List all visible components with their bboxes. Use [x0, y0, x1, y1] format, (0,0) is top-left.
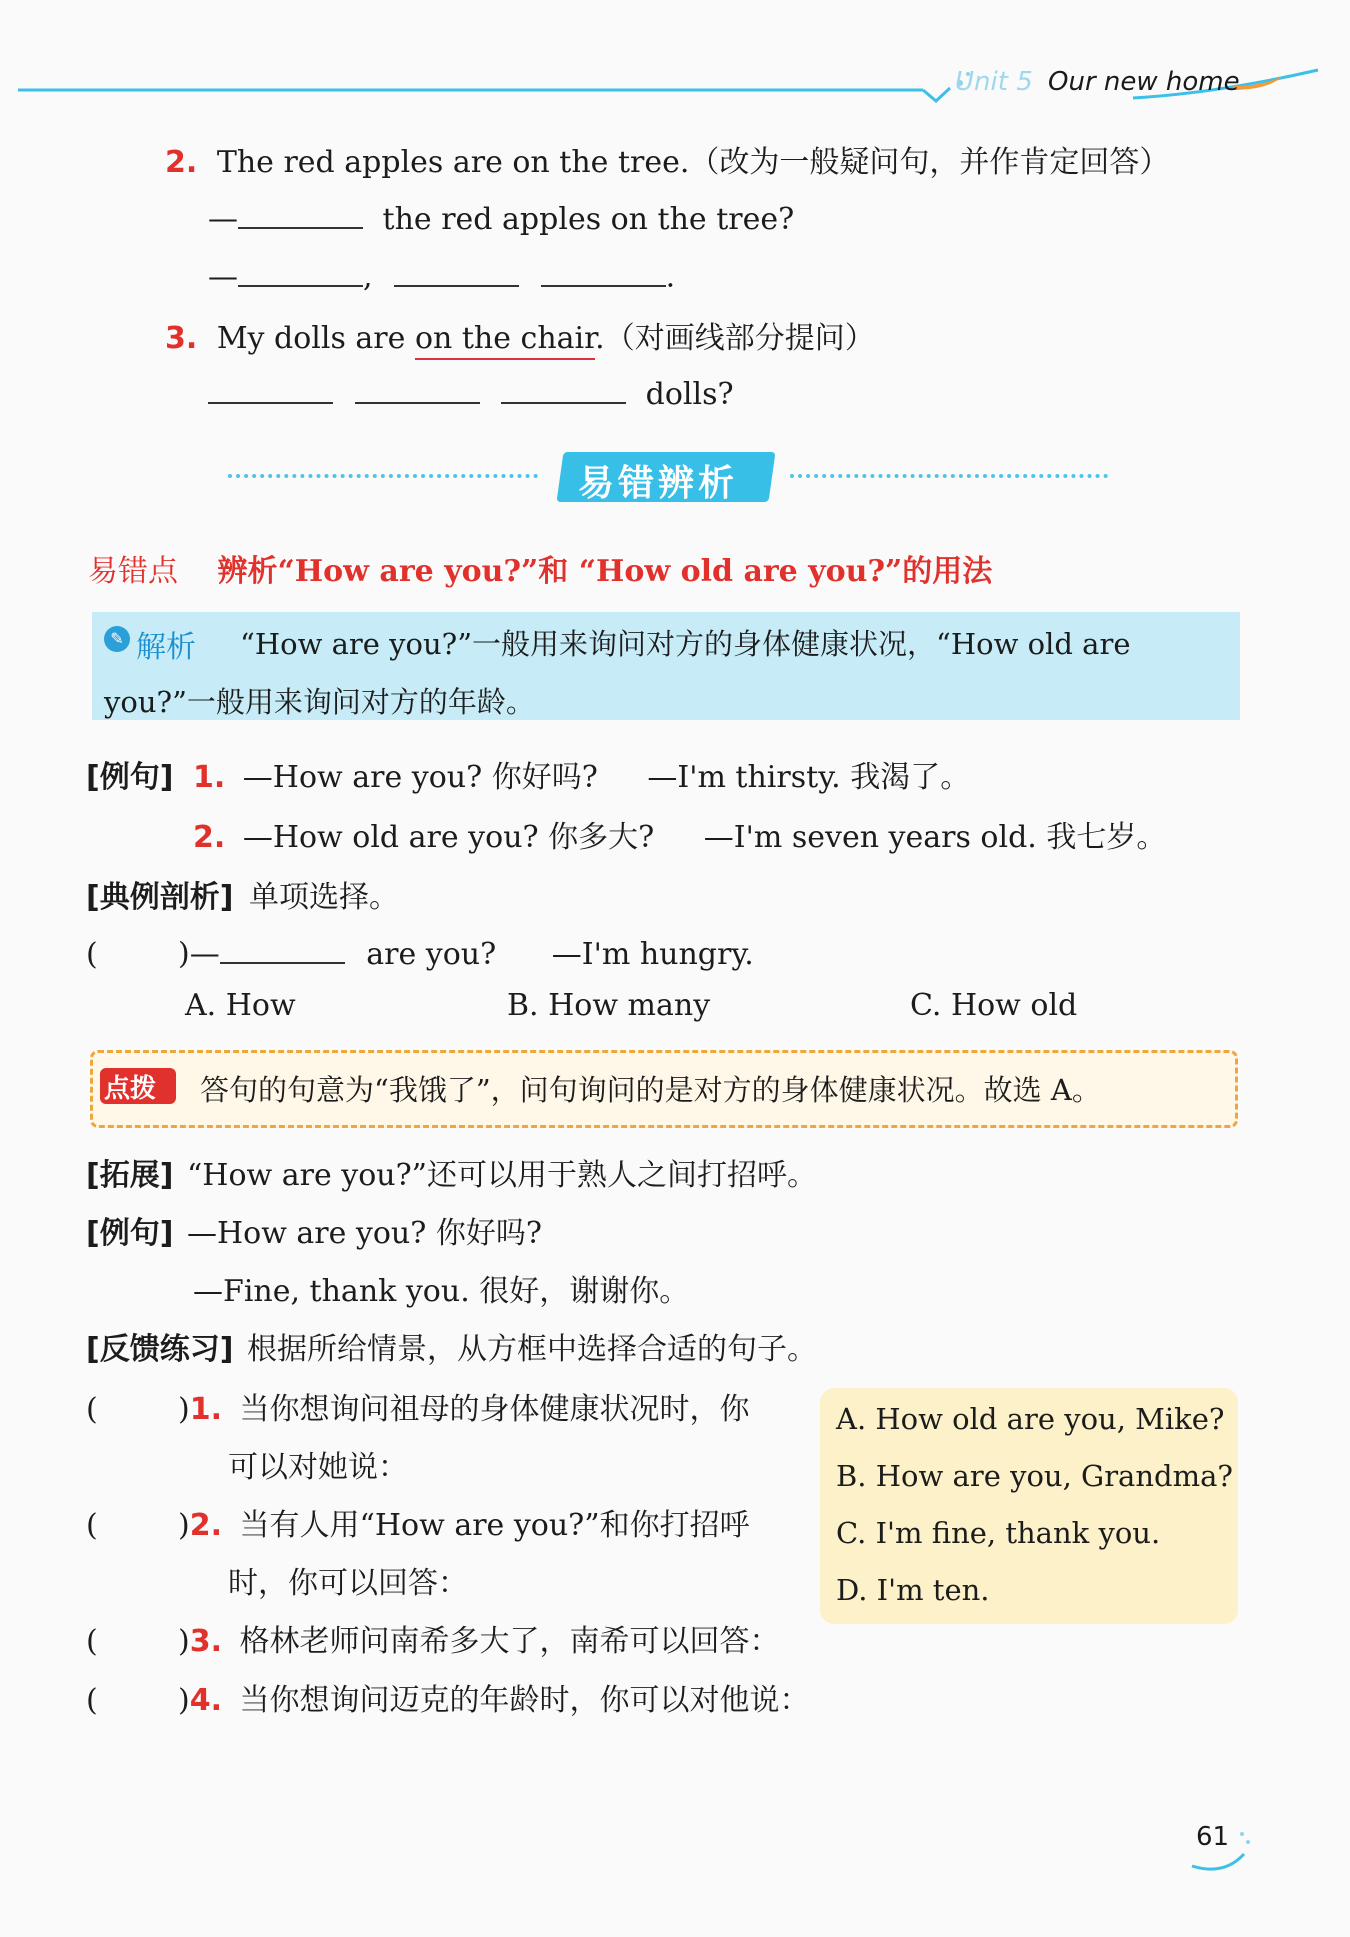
example-question: —How old are you? 你多大?	[242, 820, 655, 855]
error-point-heading	[88, 546, 992, 590]
feedback-item-1-cont: 可以对她说：	[228, 1450, 408, 1485]
question-number: 2.	[165, 145, 198, 180]
feedback-item-2	[86, 1500, 750, 1544]
expand-tag: [拓展]	[86, 1158, 174, 1193]
tip-text: 答句的句意为“我饿了”，问句询问的是对方的身体健康状况。故选 A。	[200, 1073, 1101, 1107]
answer-paren[interactable]: (	[86, 1683, 98, 1718]
question-text-before: My dolls are	[216, 321, 415, 356]
question-text-after: .（对画线部分提问）	[595, 321, 875, 356]
feedback-item-4	[86, 1675, 810, 1719]
example-number: 2.	[193, 820, 226, 855]
item-number: 4.	[189, 1683, 222, 1718]
feedback-item-2-cont: 时，你可以回答：	[228, 1566, 468, 1601]
example2-line-1: —How are you? 你好吗?	[186, 1216, 542, 1251]
example-question: —How are you? 你好吗?	[242, 760, 598, 795]
choice-a: A. How old are you, Mike?	[836, 1402, 1225, 1436]
feedback-instruction: 根据所给情景，从方框中选择合适的句子。	[246, 1332, 817, 1367]
analysis-label: 解析	[136, 630, 196, 665]
answer-blank[interactable]	[238, 253, 363, 287]
item-number: 2.	[189, 1508, 222, 1543]
paren-close: )	[178, 1683, 190, 1718]
example-tag: [例句]	[86, 760, 174, 795]
feedback-item-1	[86, 1384, 750, 1428]
question-2	[165, 137, 1169, 181]
feedback-heading	[86, 1324, 817, 1368]
answer-blank[interactable]	[208, 370, 333, 404]
option-a: A. How	[185, 988, 296, 1023]
expand-text: “How are you?”还可以用于熟人之间打招呼。	[186, 1158, 818, 1193]
answer-paren[interactable]: (	[86, 1624, 98, 1659]
answer-text: dolls?	[645, 376, 734, 412]
answer-blank[interactable]	[355, 370, 480, 404]
question-3	[165, 313, 875, 357]
example-number: 1.	[192, 760, 226, 795]
answer-blank[interactable]	[238, 195, 363, 229]
page-number: 61	[1196, 1822, 1230, 1852]
item-number: 3.	[189, 1624, 222, 1659]
example2-line-2: —Fine, thank you. 很好，谢谢你。	[193, 1274, 690, 1309]
answer-paren[interactable]: (	[86, 1392, 98, 1427]
feedback-item-3	[86, 1616, 780, 1660]
item-number: 1.	[189, 1392, 222, 1427]
banner-title: 易错辨析	[578, 463, 739, 504]
typical-question	[86, 930, 754, 972]
q2-answer-line-2	[208, 253, 675, 295]
question-rest: are you?	[366, 936, 497, 972]
tip-label: 点拨	[104, 1074, 157, 1104]
answer-blank[interactable]	[501, 370, 626, 404]
example2-row	[86, 1208, 542, 1252]
paren-close: )—	[178, 936, 220, 972]
error-point-label: 易错点	[88, 554, 178, 589]
period: .	[665, 259, 676, 295]
example-row-1	[86, 752, 970, 796]
banner-dots-left	[228, 474, 538, 478]
paren-close: )	[178, 1624, 190, 1659]
answer-blank[interactable]	[394, 253, 519, 287]
answer-paren[interactable]: (	[86, 936, 98, 972]
unit-title: Our new home	[1048, 67, 1240, 97]
dash: —	[208, 259, 238, 295]
typical-instruction: 单项选择。	[248, 880, 399, 915]
example-answer: —I'm thirsty. 我渴了。	[647, 760, 971, 795]
answer-text: the red apples on the tree?	[382, 201, 795, 237]
question-text: The red apples are on the tree.（改为一般疑问句，并作肯定回答）	[216, 145, 1170, 180]
key-icon: ✎	[104, 626, 130, 652]
error-point-title: 辨析“How are you?”和 “How old are you?”的用法	[217, 554, 993, 589]
question-answer: —I'm hungry.	[551, 936, 754, 972]
example-answer: —I'm seven years old. 我七岁。	[703, 820, 1167, 855]
choice-d: D. I'm ten.	[836, 1573, 990, 1607]
example-row-2	[193, 812, 1166, 856]
item-text: 当有人用“How are you?”和你打招呼	[239, 1508, 750, 1543]
paren-close: )	[178, 1508, 190, 1543]
paren-close: )	[178, 1392, 190, 1427]
item-text: 当你想询问迈克的年龄时，你可以对他说：	[239, 1683, 810, 1718]
expand-row	[86, 1150, 817, 1194]
choice-b: B. How are you, Grandma?	[836, 1459, 1233, 1493]
analysis-line-1: “How are you?”一般用来询问对方的身体健康状况，“How old are	[240, 627, 1131, 661]
banner-dots-right	[790, 474, 1108, 478]
feedback-tag: [反馈练习]	[86, 1332, 234, 1367]
answer-blank[interactable]	[220, 930, 345, 964]
item-text: 格林老师问南希多大了，南希可以回答：	[239, 1624, 780, 1659]
answer-blank[interactable]	[541, 253, 666, 287]
q2-answer-line-1	[208, 195, 794, 237]
typical-tag: [典例剖析]	[86, 880, 234, 915]
underlined-phrase: on the chair	[415, 321, 595, 360]
q3-answer-line	[208, 370, 734, 412]
analysis-line-2: you?”一般用来询问对方的年龄。	[104, 685, 535, 719]
question-number: 3.	[165, 321, 198, 356]
choice-c: C. I'm fine, thank you.	[836, 1516, 1161, 1550]
unit-label: Unit 5	[955, 67, 1033, 97]
item-text: 当你想询问祖母的身体健康状况时，你	[239, 1392, 750, 1427]
dash: —	[208, 201, 238, 237]
answer-paren[interactable]: (	[86, 1508, 98, 1543]
option-c: C. How old	[910, 988, 1078, 1023]
example2-tag: [例句]	[86, 1216, 174, 1251]
typical-heading	[86, 872, 399, 916]
option-b: B. How many	[507, 988, 711, 1023]
comma: ,	[363, 259, 373, 295]
